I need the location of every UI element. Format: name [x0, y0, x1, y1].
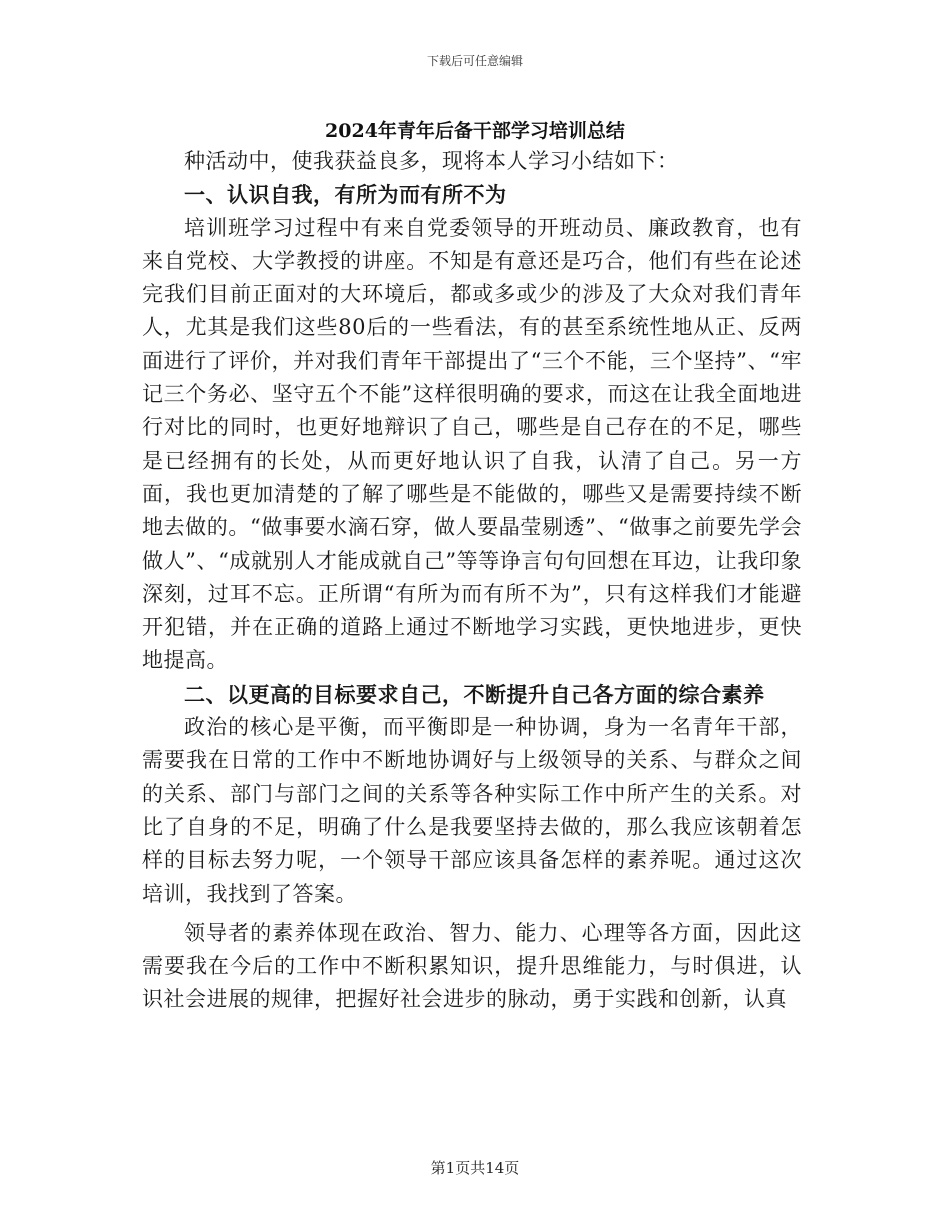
section-1-paragraph: 培训班学习过程中有来自党委领导的开班动员、廉政教育，也有来自党校、大学教授的讲座。不知是有意还是巧合，他们有些在论述完我们目前正面对的大环境后，都或多或少的涉及了大众对我们青年人，尤其是我们这些80后的一些看法，有的甚至系统性地从正、反两面进行了评价，并对我们青年干部提出了“三个不能，三个坚持”、“牢记三个务必、坚守五个不能”这样很明确的要求，而这在让我全面地进行对比的同时，也更好地辩识了自己，哪些是自己存在的不足，哪些是已经拥有的长处，从而更好地认识了自我，认清了自己。另一方面，我也更加清楚的了解了哪些是不能做的，哪些又是需要持续不断地去做的。“做事要水滴石穿，做人要晶莹剔透”、“做事之前要先学会做人”、“成就别人才能成就自己”等等诤言句句回想在耳边，让我印象深刻，过耳不忘。正所谓“有所为而有所不为”，只有这样我们才能避开犯错，并在正确的道路上通过不断地学习实践，更快地进步，更快地提高。 — [142, 215, 802, 673]
document-title: 2024年青年后备干部学习培训总结 — [325, 120, 625, 142]
document-body — [142, 145, 802, 1017]
section-heading-1: 一、认识自我，有所为而有所不为 — [184, 182, 507, 208]
page-header-note: 下载后可任意编辑 — [426, 54, 523, 68]
section-2-paragraph-1: 政治的核心是平衡，而平衡即是一种协调，身为一名青年干部，需要我在日常的工作中不断地协调好与上级领导的关系、与群众之间的关系、部门与部门之间的关系等各种实际工作中所产生的关系。对比了自身的不足，明确了什么是我要坚持去做的，那么我应该朝着怎样的目标去努力呢，一个领导干部应该具备怎样的素养呢。通过这次培训，我找到了答案。 — [142, 715, 802, 906]
section-2-paragraph-2: 领导者的素养体现在政治、智力、能力、心理等各方面，因此这需要我在今后的工作中不断积累知识，提升思维能力，与时俱进，认识社会进展的规律，把握好社会进步的脉动，勇于实践和创新，认真 — [142, 920, 802, 1012]
page-number: 第1页共14页 — [430, 1159, 520, 1177]
section-heading-2: 二、以更高的目标要求自己，不断提升自己各方面的综合素养 — [184, 681, 765, 707]
intro-paragraph: 种活动中，使我获益良多，现将本人学习小结如下： — [184, 149, 679, 173]
